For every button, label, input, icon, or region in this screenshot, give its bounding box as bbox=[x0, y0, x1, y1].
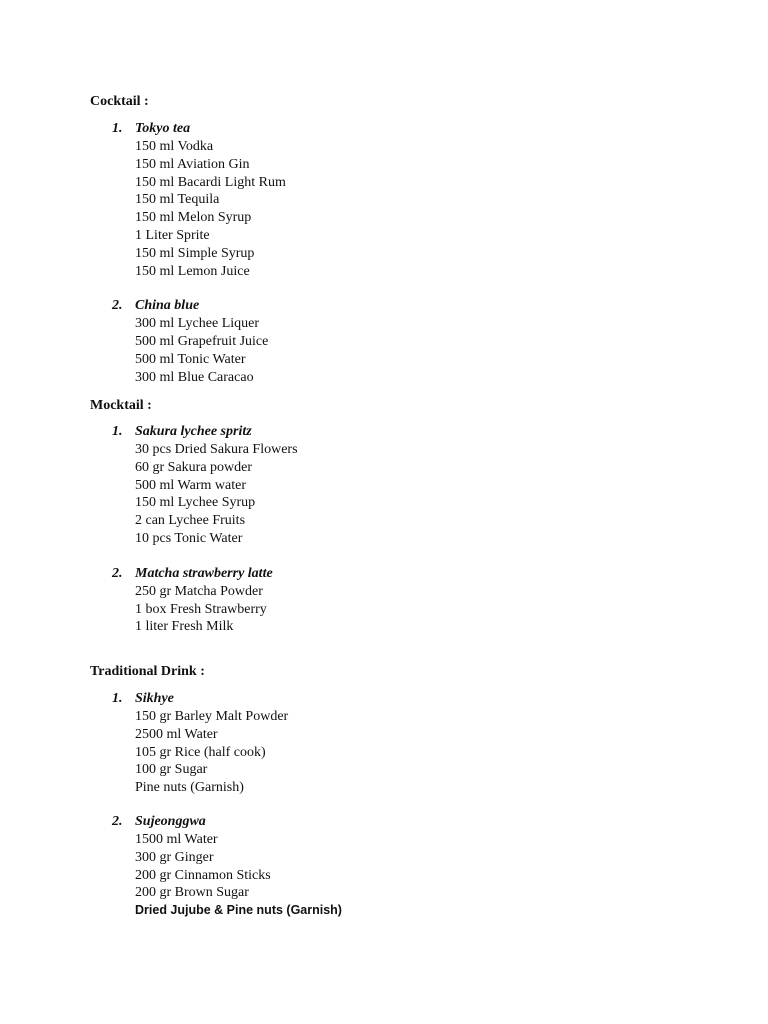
recipe-name: Sakura lychee spritz bbox=[135, 424, 252, 439]
ingredient-item: 1 Liter Sprite bbox=[135, 227, 210, 243]
ingredient-item: 300 gr Ginger bbox=[135, 849, 214, 865]
recipe-sujeonggwa bbox=[112, 813, 690, 920]
ingredient-item: 250 gr Matcha Powder bbox=[135, 583, 263, 599]
ingredient-item: 150 ml Lemon Juice bbox=[135, 263, 250, 279]
recipe-matcha-strawberry-latte bbox=[112, 565, 690, 636]
recipe-number: 1. bbox=[112, 424, 123, 439]
ingredient-item: 500 ml Grapefruit Juice bbox=[135, 334, 269, 350]
ingredient-item: 150 ml Bacardi Light Rum bbox=[135, 174, 286, 190]
ingredient-list bbox=[112, 138, 690, 280]
ingredient-item: 30 pcs Dried Sakura Flowers bbox=[135, 442, 298, 457]
ingredient-list bbox=[112, 315, 690, 386]
ingredient-item: 200 gr Cinnamon Sticks bbox=[135, 867, 271, 883]
ingredient-item: Pine nuts (Garnish) bbox=[135, 780, 244, 796]
ingredient-list bbox=[112, 831, 690, 920]
recipe-sakura-lychee-spritz bbox=[112, 423, 690, 548]
ingredient-item: 150 ml Vodka bbox=[135, 139, 214, 154]
ingredient-item: 150 gr Barley Malt Powder bbox=[135, 709, 289, 724]
recipe-name: Sujeonggwa bbox=[135, 813, 206, 829]
ingredient-item: 150 ml Melon Syrup bbox=[135, 210, 252, 226]
ingredient-item: 105 gr Rice (half cook) bbox=[135, 744, 266, 760]
section-traditional-drink bbox=[90, 663, 690, 920]
ingredient-item: 100 gr Sugar bbox=[135, 762, 208, 778]
recipe-number: 2. bbox=[112, 298, 123, 314]
recipe-number: 2. bbox=[112, 565, 123, 581]
recipe-name: China blue bbox=[135, 298, 200, 314]
ingredient-item: 150 ml Tequila bbox=[135, 192, 220, 208]
ingredient-item: 10 pcs Tonic Water bbox=[135, 530, 243, 546]
recipe-sikhye bbox=[112, 690, 690, 797]
ingredient-list bbox=[112, 583, 690, 636]
ingredient-item: 150 ml Simple Syrup bbox=[135, 245, 255, 261]
recipe-tokyo-tea bbox=[112, 120, 690, 280]
recipe-china-blue bbox=[112, 297, 690, 386]
ingredient-item: 150 ml Lychee Syrup bbox=[135, 495, 256, 511]
ingredient-item: Dried Jujube & Pine nuts (Garnish) bbox=[135, 903, 342, 918]
ingredient-item: 2500 ml Water bbox=[135, 726, 218, 742]
ingredient-item: 1500 ml Water bbox=[135, 831, 218, 847]
ingredient-item: 300 ml Lychee Liquer bbox=[135, 316, 260, 332]
recipe-name: Sikhye bbox=[135, 691, 174, 706]
ingredient-item: 1 box Fresh Strawberry bbox=[135, 601, 267, 617]
ingredient-item: 60 gr Sakura powder bbox=[135, 459, 253, 475]
recipe-number: 2. bbox=[112, 813, 123, 829]
ingredient-item: 500 ml Tonic Water bbox=[135, 351, 246, 367]
ingredient-item: 2 can Lychee Fruits bbox=[135, 513, 246, 529]
ingredient-item: 300 ml Blue Caracao bbox=[135, 369, 254, 385]
recipe-number: 1. bbox=[112, 121, 123, 136]
ingredient-item: 1 liter Fresh Milk bbox=[135, 619, 234, 635]
recipe-name: Tokyo tea bbox=[135, 121, 191, 136]
section-title: Mocktail : bbox=[90, 398, 152, 413]
recipe-number: 1. bbox=[112, 691, 123, 706]
section-mocktail bbox=[90, 397, 690, 636]
ingredient-item: 500 ml Warm water bbox=[135, 477, 246, 493]
section-title: Cocktail : bbox=[90, 94, 149, 109]
ingredient-list bbox=[112, 708, 690, 797]
ingredient-item: 150 ml Aviation Gin bbox=[135, 156, 250, 172]
ingredient-list bbox=[112, 441, 690, 548]
ingredient-item: 200 gr Brown Sugar bbox=[135, 885, 249, 901]
recipe-name: Matcha strawberry latte bbox=[135, 565, 273, 581]
section-cocktail bbox=[90, 93, 690, 387]
section-title: Traditional Drink : bbox=[90, 664, 205, 679]
